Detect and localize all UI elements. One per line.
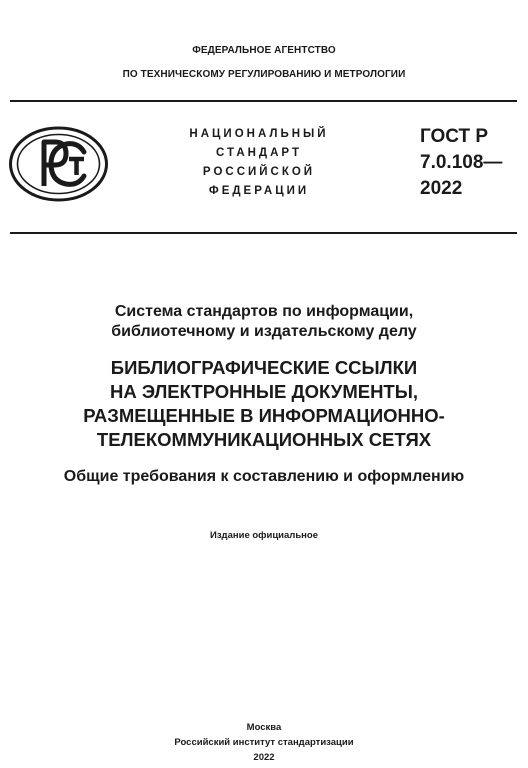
standard-type: [146, 125, 372, 201]
agency-name-line1: ФЕДЕРАЛЬНОЕ АГЕНТСТВО: [192, 45, 336, 56]
imprint-publisher: Российский институт стандартизации: [174, 737, 354, 748]
top-divider: [10, 100, 517, 102]
standard-type-line: ФЕДЕРАЦИИ: [208, 185, 310, 197]
rst-emblem-icon: [8, 125, 109, 203]
header-bottom-divider: [10, 232, 517, 234]
title-line: БИБЛИОГРАФИЧЕСКИЕ ССЫЛКИ: [110, 357, 418, 378]
standard-type-line: СТАНДАРТ: [216, 147, 302, 159]
agency-name-line2: ПО ТЕХНИЧЕСКОМУ РЕГУЛИРОВАНИЮ И МЕТРОЛОГИИ: [122, 69, 406, 80]
title-line: ТЕЛЕКОММУНИКАЦИОННЫХ СЕТЯХ: [96, 429, 432, 450]
standard-type-line: НАЦИОНАЛЬНЫЙ: [189, 128, 329, 140]
standard-type-line: РОССИЙСКОЙ: [202, 166, 316, 178]
imprint-year: 2022: [253, 752, 275, 763]
imprint-city: Москва: [246, 722, 282, 733]
title-line: РАЗМЕЩЕННЫЕ В ИНФОРМАЦИОННО-: [83, 405, 445, 426]
document-subtitle: Общие требования к составлению и оформлению: [63, 468, 465, 485]
edition-note: Издание официальное: [210, 530, 318, 541]
designation-line: 2022: [420, 178, 463, 199]
document-title: [0, 356, 528, 452]
imprint: [0, 720, 528, 765]
title-line: НА ЭЛЕКТРОННЫЕ ДОКУМЕНТЫ,: [110, 381, 418, 402]
series-line: Система стандартов по информации,: [114, 303, 414, 320]
series-title: [0, 302, 528, 342]
designation-line: ГОСТ Р: [420, 126, 489, 147]
series-line: библиотечному и издательскому делу: [111, 323, 417, 340]
designation-line: 7.0.108—: [420, 152, 503, 173]
standard-designation: [420, 124, 520, 202]
